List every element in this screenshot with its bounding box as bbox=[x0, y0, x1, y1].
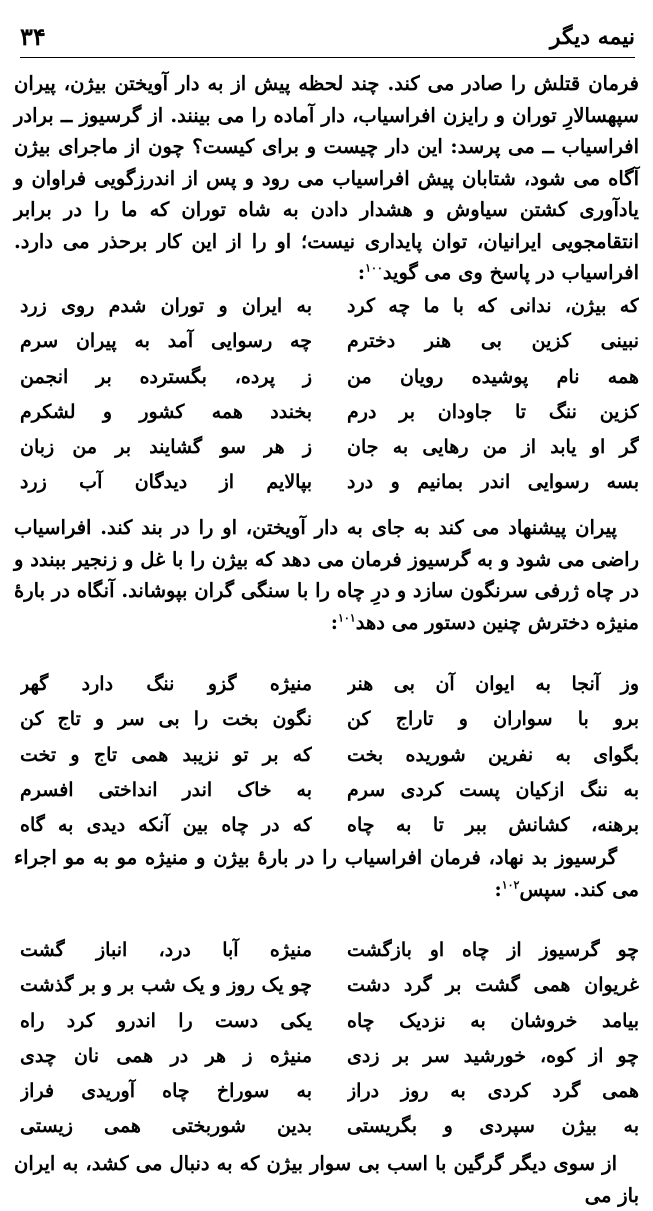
hemistich-left: چه رسوایی آمد به پیران سرم bbox=[20, 330, 312, 353]
verse-row bbox=[14, 290, 639, 325]
hemistich-right: برو با سواران و تاراج کن bbox=[347, 708, 639, 731]
hemistich-left: به خاک اندر انداختی افسرم bbox=[20, 778, 312, 801]
poem-3 bbox=[14, 934, 639, 1146]
verse-row bbox=[14, 668, 639, 703]
paragraph-1-text: فرمان قتلش را صادر می کند. چند لحظه پیش از به دار آویختن بیژن، پیران سپهسالارِ توران و رایزن افراسیاب، دار آماده را می بینند. از گرسیوز ــ برادر افراسیاب ــ می پرسد: این دار چیست و برای کیست؟ چون از ماجرای بیژن آگاه می شود، شتابان پیش افراسیاب می رود و پس از اندرزگویی فراوان و یادآوری کشتن سیاوش و هشدار دادن به شاه توران که ما را در برابر انتقامجویی ایرانیان، توان پایداری نیست؛ او را از این کار برحذر می دارد. افراسیاب در پاسخ وی می گوید bbox=[14, 72, 639, 284]
paragraph-1: فرمان قتلش را صادر می کند. چند لحظه پیش از به دار آویختن بیژن، پیران سپهسالارِ توران و رایزن افراسیاب، دار آماده را می بینند. از گرسیوز ــ برادر افراسیاب ــ می پرسد: این دار چیست و برای کیست؟ چون از ماجرای بیژن آگاه می شود، شتابان پیش افراسیاب می رود و پس از اندرزگویی فراوان و یادآوری کشتن سیاوش و هشدار دادن به شاه توران که ما را در برابر انتقامجویی ایرانیان، توان پایداری نیست؛ او را از این کار برحذر می دارد. افراسیاب در پاسخ وی می گوید$^{۱۰۰}$: bbox=[14, 72, 639, 284]
paragraph-2: پیران پیشنهاد می کند به جای به دار آویختن، او را در بند کند. افراسیاب راضی می شود و به گرسیوز فرمان می دهد که بیژن را با غل و زنجیر ببندد و در چاه ژرفی سرنگون سازد و درِ چاه را با سنگی گران بپوشاند. آنگاه در بارهٔ منیژه دخترش چنین دستور می دهد$^{۱۰۱}$: bbox=[14, 516, 639, 634]
hemistich-left: بدین شوربختی همی زیستی bbox=[20, 1115, 312, 1138]
header-rule bbox=[20, 57, 635, 58]
paragraph-2-text: پیران پیشنهاد می کند به جای به دار آویختن، او را در بند کند. افراسیاب راضی می شود و به گرسیوز فرمان می دهد که بیژن را با غل و زنجیر ببندد و در چاه ژرفی سرنگون سازد و درِ چاه را با سنگی گران بپوشاند. آنگاه در بارهٔ منیژه دخترش چنین دستور می دهد bbox=[14, 516, 639, 634]
hemistich-left: بخندد همه کشور و لشکرم bbox=[20, 400, 312, 423]
hemistich-left: بپالایم از دیدگان آب زرد bbox=[20, 471, 312, 494]
hemistich-left: به سوراخ چاه آوریدی فراز bbox=[20, 1080, 312, 1103]
hemistich-right: به ننگ ازکیان پست کردی سرم bbox=[347, 778, 639, 801]
poem-2 bbox=[14, 668, 639, 844]
verse-row bbox=[14, 361, 639, 396]
hemistich-right: غریوان همی گشت بر گرد دشت bbox=[347, 974, 639, 997]
verse-row bbox=[14, 431, 639, 466]
hemistich-right: که بیژن، ندانی که با ما چه کرد bbox=[347, 295, 639, 317]
footnote-ref-100: ۱۰۰ bbox=[365, 261, 383, 275]
hemistich-left: که در چاه بین آنکه دیدی به گاه bbox=[20, 814, 312, 837]
verse-row bbox=[14, 1075, 639, 1110]
hemistich-right: کزین ننگ تا جاودان بر درم bbox=[347, 400, 639, 423]
page-number: ۳۴ bbox=[20, 22, 46, 51]
hemistich-right: چو گرسیوز از چاه او بازگشت bbox=[347, 939, 639, 961]
paragraph-3 bbox=[14, 842, 639, 905]
verse-row bbox=[14, 1040, 639, 1075]
hemistich-right: همه نام پوشیده رویان من bbox=[347, 365, 639, 388]
hemistich-right: بگوای به نفرین شوریده بخت bbox=[347, 743, 639, 766]
running-title: نیمه دیگر bbox=[549, 24, 635, 50]
paragraph-3-trail: : bbox=[494, 877, 502, 901]
verse-row bbox=[14, 703, 639, 738]
verse-row bbox=[14, 809, 639, 844]
hemistich-left: که بر تو نزیبد همی تاج و تخت bbox=[20, 743, 312, 766]
poem-1 bbox=[14, 290, 639, 502]
hemistich-right: وز آنجا به ایوان آن بی هنر bbox=[347, 673, 639, 695]
verse-row bbox=[14, 325, 639, 360]
verse-row bbox=[14, 739, 639, 774]
paragraph-3-text: گرسیوز بد نهاد، فرمان افراسیاب را در بارهٔ بیژن و منیژه مو به مو اجراء می کند. سپس bbox=[14, 846, 639, 901]
hemistich-left: به ایران و توران شدم روی زرد bbox=[20, 295, 312, 317]
verse-row bbox=[14, 1110, 639, 1145]
hemistich-left: نگون بخت را بی سر و تاج کن bbox=[20, 708, 312, 731]
hemistich-right: نبینی کزین بی هنر دخترم bbox=[347, 330, 639, 353]
hemistich-right: همی گرد کردی به روز دراز bbox=[347, 1080, 639, 1103]
hemistich-left: یکی دست را اندرو کرد راه bbox=[20, 1009, 312, 1032]
hemistich-left: منیژه آبا درد، انباز گشت bbox=[20, 939, 312, 961]
hemistich-left: چو یک روز و یک شب بر و بر گذشت bbox=[20, 974, 312, 997]
hemistich-left: منیژه ز هر در همی نان چدی bbox=[20, 1044, 312, 1067]
verse-row bbox=[14, 396, 639, 431]
hemistich-left: ز هر سو گشایند بر من زبان bbox=[20, 436, 312, 459]
page-header bbox=[20, 22, 635, 58]
verse-row bbox=[14, 466, 639, 501]
hemistich-right: گر او یابد از من رهایی به جان bbox=[347, 436, 639, 459]
hemistich-right: چو از کوه، خورشید سر بر زدی bbox=[347, 1044, 639, 1067]
verse-row bbox=[14, 969, 639, 1004]
verse-row bbox=[14, 1005, 639, 1040]
footnote-ref-102: ۱۰۲ bbox=[501, 878, 520, 891]
hemistich-right: بسه رسوایی اندر بمانیم و درد bbox=[347, 471, 639, 494]
hemistich-right: برهنه، کشانش ببر تا به چاه bbox=[347, 814, 639, 837]
verse-row bbox=[14, 774, 639, 809]
footnote-ref-101: ۱۰۱ bbox=[337, 611, 356, 624]
hemistich-right: به بیژن سپردی و بگریستی bbox=[347, 1115, 639, 1138]
hemistich-left: منیژه گزو ننگ دارد گهر bbox=[20, 673, 312, 695]
paragraph-4 bbox=[14, 1148, 639, 1211]
hemistich-left: ز پرده، بگسترده بر انجمن bbox=[20, 365, 312, 388]
paragraph-4-text: از سوی دیگر گرگین با اسب بی سوار بیژن که به دنبال می کشد، به ایران باز می bbox=[14, 1152, 639, 1207]
hemistich-right: بیامد خروشان به نزدیک چاه bbox=[347, 1009, 639, 1032]
verse-row bbox=[14, 934, 639, 969]
